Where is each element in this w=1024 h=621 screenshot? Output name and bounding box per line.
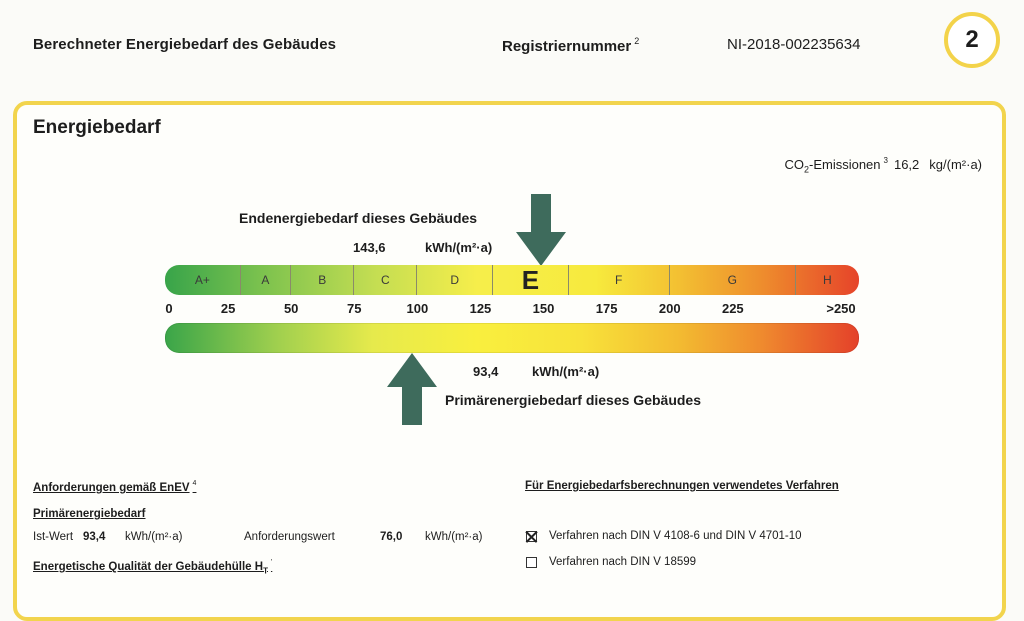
procedure-heading: Für Energiebedarfsberechnungen verwendetes Verfahren [525, 480, 839, 492]
primary-requirement-subheading: Primärenergiebedarf [33, 508, 146, 520]
procedure-option-din18599: Verfahren nach DIN V 18599 [549, 556, 697, 568]
panel-title: Energiebedarf [33, 117, 161, 138]
energy-class-a: A [241, 265, 291, 295]
co2-value: 16,2 [893, 157, 920, 172]
co2-footnote: 3 [883, 156, 888, 165]
end-energy-value: 143,6 [353, 240, 386, 255]
registration-label [502, 36, 639, 55]
ist-value: 93,4 [83, 531, 106, 543]
procedure-option-din4108: Verfahren nach DIN V 4108-6 und DIN V 4701-10 [549, 530, 802, 542]
registration-number: NI-2018-002235634 [727, 36, 861, 53]
energy-class-g: G [670, 265, 796, 295]
page-number-badge: 2 [944, 12, 1000, 68]
ist-label: Ist-Wert [33, 531, 74, 543]
end-energy-label: Endenergiebedarf dieses Gebäudes [239, 210, 478, 226]
registration-footnote: 2 [634, 36, 640, 46]
requirements-footnote: 4 [192, 480, 197, 487]
scale-tick: 0 [165, 301, 173, 316]
energy-class-aplus: A+ [165, 265, 241, 295]
requirements-heading-text: Anforderungen gemäß EnEV [33, 482, 190, 494]
co2-unit: kg/(m²·a) [929, 157, 982, 172]
scale-tick: 225 [721, 301, 744, 316]
energy-scale-classes [165, 265, 859, 295]
envelope-heading-sub: T [263, 566, 268, 576]
end-energy-arrow-icon [516, 194, 566, 266]
primary-energy-unit: kWh/(m²·a) [532, 364, 600, 379]
primary-energy-label: Primärenergiebedarf dieses Gebäudes [445, 392, 701, 408]
energy-scale-gradient [165, 323, 859, 353]
procedure-checkbox-din18599[interactable] [526, 557, 537, 568]
co2-label-sub: 2 [803, 164, 809, 175]
requirements-heading [33, 480, 196, 494]
scale-tick: 125 [469, 301, 492, 316]
end-energy-unit: kWh/(m²·a) [425, 240, 493, 255]
energy-class-h: H [823, 273, 832, 287]
co2-emissions [784, 156, 982, 175]
co2-label-prefix: CO [784, 157, 804, 172]
energy-class-d: D [417, 265, 493, 295]
envelope-heading-text: Energetische Qualität der Gebäudehülle H [33, 561, 264, 573]
registration-label-text: Registriernummer [502, 38, 632, 55]
requirement-unit: kWh/(m²·a) [425, 531, 483, 543]
scale-tick: >250 [826, 301, 856, 316]
envelope-footnote: ' [270, 559, 273, 566]
scale-tick: 175 [595, 301, 618, 316]
primary-energy-value: 93,4 [473, 364, 499, 379]
energy-panel [13, 101, 1006, 621]
envelope-heading [33, 559, 272, 575]
energy-class-e: E [493, 265, 569, 295]
scale-tick: 200 [658, 301, 681, 316]
energy-class-b: B [291, 265, 354, 295]
requirement-value: 76,0 [380, 531, 403, 543]
ist-unit: kWh/(m²·a) [125, 531, 183, 543]
primary-energy-arrow-icon [387, 353, 437, 425]
procedure-checkbox-din4108[interactable] [526, 531, 537, 542]
requirement-label: Anforderungswert [244, 531, 335, 543]
co2-label-suffix: -Emissionen [808, 157, 881, 172]
energy-class-c: C [354, 265, 417, 295]
scale-tick: 25 [220, 301, 236, 316]
scale-tick: 150 [532, 301, 555, 316]
scale-tick: 50 [283, 301, 299, 316]
scale-tick: 100 [406, 301, 429, 316]
energy-class-f: F [569, 265, 670, 295]
scale-tick: 75 [347, 301, 362, 316]
header-title: Berechneter Energiebedarf des Gebäudes [33, 36, 337, 53]
